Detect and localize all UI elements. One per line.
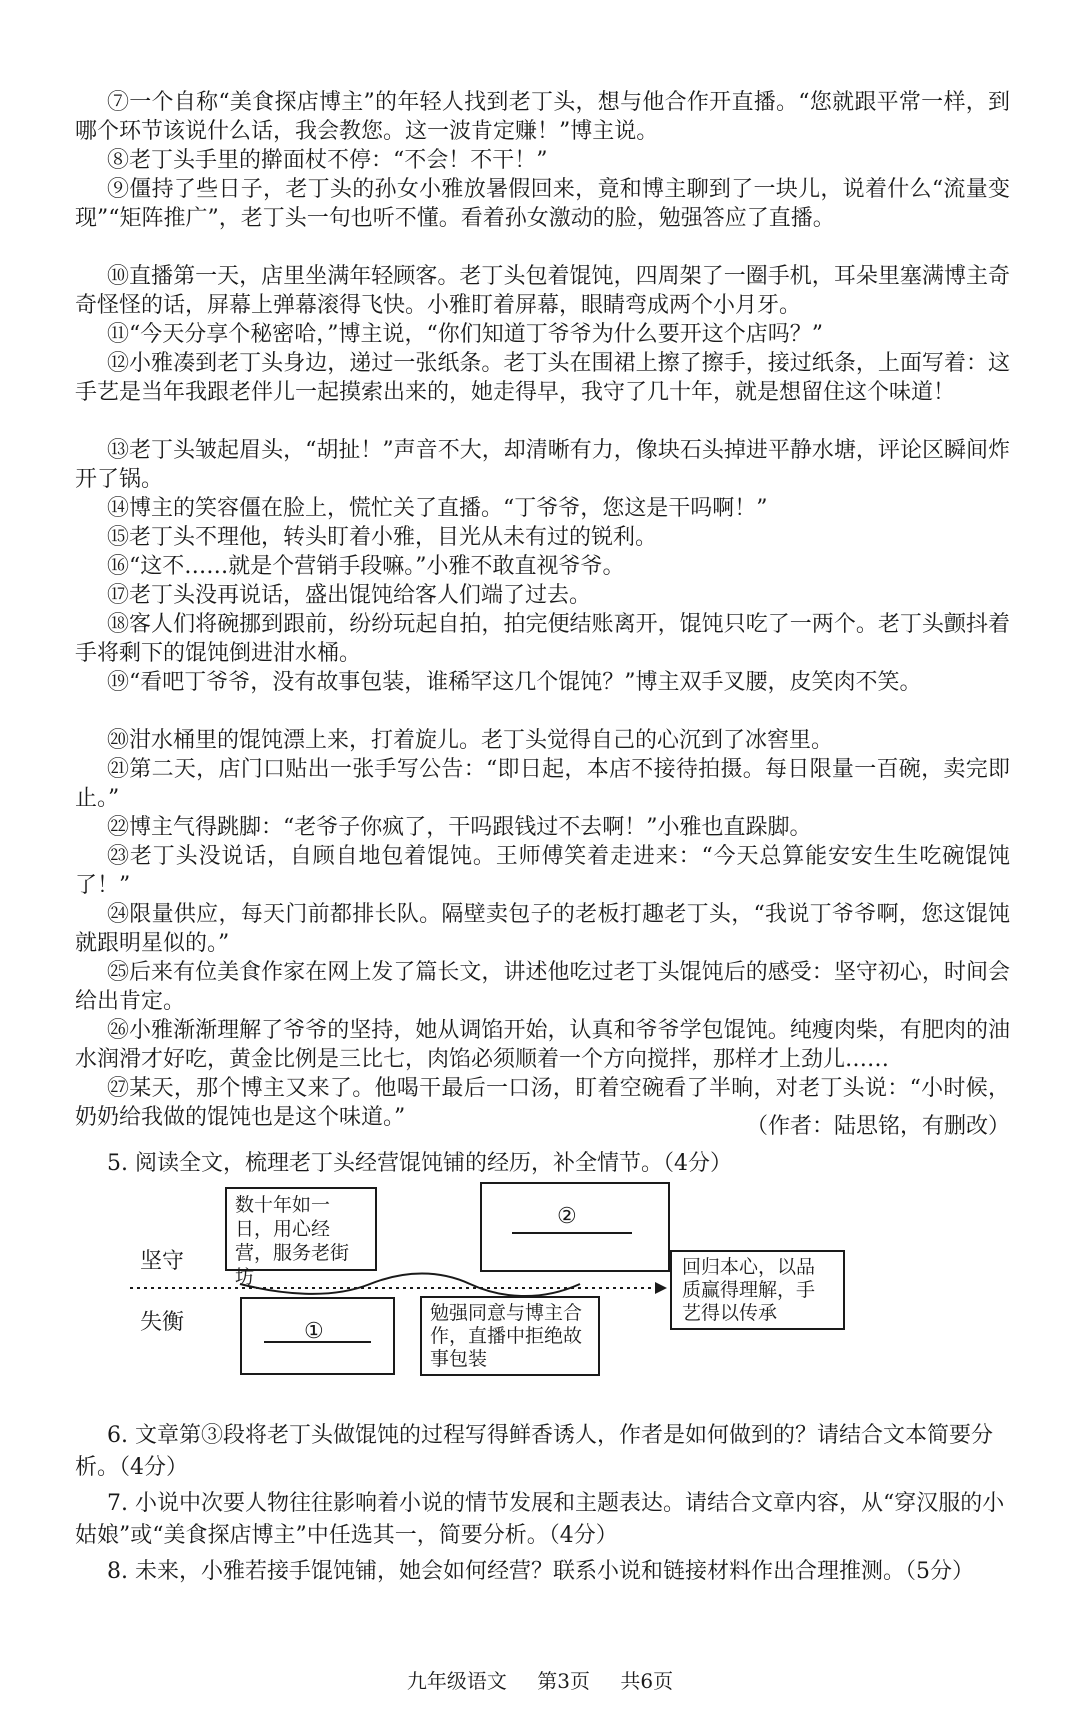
question-5: 5. 阅读全文，梳理老丁头经营馄饨铺的经历，补全情节。（4分）	[107, 1151, 732, 1176]
author-note: （作者：陆思铭，有删改）	[745, 1114, 1010, 1139]
question-6: 6. 文章第③段将老丁头做馄饨的过程写得鲜香诱人，作者是如何做到的？请结合文本简要分析。（4分）	[75, 1423, 993, 1480]
paragraph-7: ⑦一个自称“美食探店博主”的年轻人找到老丁头，想与他合作开直播。“您就跟平常一样，到哪个环节该说什么话，我会教您。这一波肯定赚！”博主说。	[75, 90, 1010, 144]
paragraph-13: ⑬老丁头皱起眉头，“胡扯！”声音不大，却清晰有力，像块石头掉进平静水塘，评论区瞬间炸开了锅。	[75, 438, 1010, 492]
paragraph-19: ⑲“看吧丁爷爷，没有故事包装，谁稀罕这几个馄饨？”博主双手叉腰，皮笑肉不笑。	[107, 670, 922, 695]
blank-marker-2: ②	[557, 1204, 577, 1229]
paragraph-12: ⑫小雅凑到老丁头身边，递过一张纸条。老丁头在围裙上擦了擦手，接过纸条，上面写着：这手艺是当年我跟老伴儿一起摸索出来的，她走得早，我守了几十年，就是想留住这个味道！	[75, 351, 1010, 405]
paragraph-8: ⑧老丁头手里的擀面杖不停：“不会！不干！”	[107, 148, 548, 173]
paragraph-15: ⑮老丁头不理他，转头盯着小雅，目光从未有过的锐利。	[107, 525, 658, 550]
box-stage-3	[240, 1297, 395, 1375]
paragraph-14: ⑭博主的笑容僵在脸上，慌忙关了直播。“丁爷爷，您这是干吗啊！”	[107, 496, 768, 521]
paragraph-22: ㉒博主气得跳脚：“老爷子你疯了，干吗跟钱过不去啊！”小雅也直跺脚。	[107, 815, 812, 840]
paragraph-17: ⑰老丁头没再说话，盛出馄饨给客人们端了过去。	[107, 583, 592, 608]
paragraph-20: ⑳泔水桶里的馄饨漂上来，打着旋儿。老丁头觉得自己的心沉到了冰窖里。	[107, 728, 834, 753]
box-stage-1: 数十年如一日，用心经营，服务老街坊	[225, 1187, 377, 1271]
paragraph-11: ⑪“今天分享个秘密哈，”博主说，“你们知道丁爷爷为什么要开这个店吗？”	[107, 322, 823, 347]
footer-subject: 九年级语文	[406, 1669, 507, 1693]
plot-diagram	[130, 1182, 930, 1407]
box-stage-4: 勉强同意与博主合作，直播中拒绝故事包装	[420, 1296, 600, 1376]
timeline-arrowhead	[655, 1282, 667, 1294]
label-persist: 坚守	[140, 1249, 185, 1274]
box-stage-2	[480, 1182, 670, 1272]
paragraph-16: ⑯“这不……就是个营销手段嘛。”小雅不敢直视爷爷。	[107, 554, 625, 579]
blank-marker-1: ①	[304, 1319, 324, 1344]
label-imbalance: 失衡	[140, 1310, 185, 1335]
blank-line-1	[264, 1341, 371, 1343]
paragraph-27: ㉗某天，那个博主又来了。他喝干最后一口汤，盯着空碗看了半晌，对老丁头说：“小时候，奶奶给我做的馄饨也是这个味道。”	[75, 1076, 1010, 1130]
footer-total: 共6页	[620, 1669, 674, 1693]
paragraph-9: ⑨僵持了些日子，老丁头的孙女小雅放暑假回来，竟和博主聊到了一块儿，说着什么“流量变现”“矩阵推广”，老丁头一句也听不懂。看着孙女激动的脸，勉强答应了直播。	[75, 177, 1010, 231]
footer-page: 第3页	[537, 1669, 590, 1693]
question-8: 8. 未来，小雅若接手馄饨铺，她会如何经营？联系小说和链接材料作出合理推测。（5分）	[107, 1559, 974, 1584]
paragraph-25: ㉕后来有位美食作家在网上发了篇长文，讲述他吃过老丁头馄饨后的感受：坚守初心，时间会给出肯定。	[75, 960, 1010, 1014]
paragraph-21: ㉑第二天，店门口贴出一张手写公告：“即日起，本店不接待拍摄。每日限量一百碗，卖完即止。”	[75, 757, 1010, 811]
box-stage-5: 回归本心，以品质赢得理解，手艺得以传承	[670, 1250, 845, 1330]
plot-wave-curve	[240, 1274, 580, 1297]
paragraph-24: ㉔限量供应，每天门前都排长队。隔壁卖包子的老板打趣老丁头，“我说丁爷爷啊，您这馄饨就跟明星似的。”	[75, 902, 1010, 956]
question-7: 7. 小说中次要人物往往影响着小说的情节发展和主题表达。请结合文章内容，从“穿汉服的小姑娘”或“美食探店博主”中任选其一，简要分析。（4分）	[75, 1491, 1005, 1548]
paragraph-23: ㉓老丁头没说话，自顾自地包着馄饨。王师傅笑着走进来：“今天总算能安安生生吃碗馄饨了！”	[75, 844, 1011, 898]
paragraph-18: ⑱客人们将碗挪到跟前，纷纷玩起自拍，拍完便结账离开，馄饨只吃了一两个。老丁头颤抖着手将剩下的馄饨倒进泔水桶。	[75, 612, 1010, 666]
page-footer	[0, 1665, 1080, 1694]
blank-line-2	[512, 1232, 632, 1234]
paragraph-10: ⑩直播第一天，店里坐满年轻顾客。老丁头包着馄饨，四周架了一圈手机，耳朵里塞满博主奇奇怪怪的话，屏幕上弹幕滚得飞快。小雅盯着屏幕，眼睛弯成两个小月牙。	[75, 264, 1010, 318]
paragraph-26: ㉖小雅渐渐理解了爷爷的坚持，她从调馅开始，认真和爷爷学包馄饨。纯瘦肉柴，有肥肉的油水润滑才好吃，黄金比例是三比七，肉馅必须顺着一个方向搅拌，那样才上劲儿……	[75, 1018, 1010, 1072]
